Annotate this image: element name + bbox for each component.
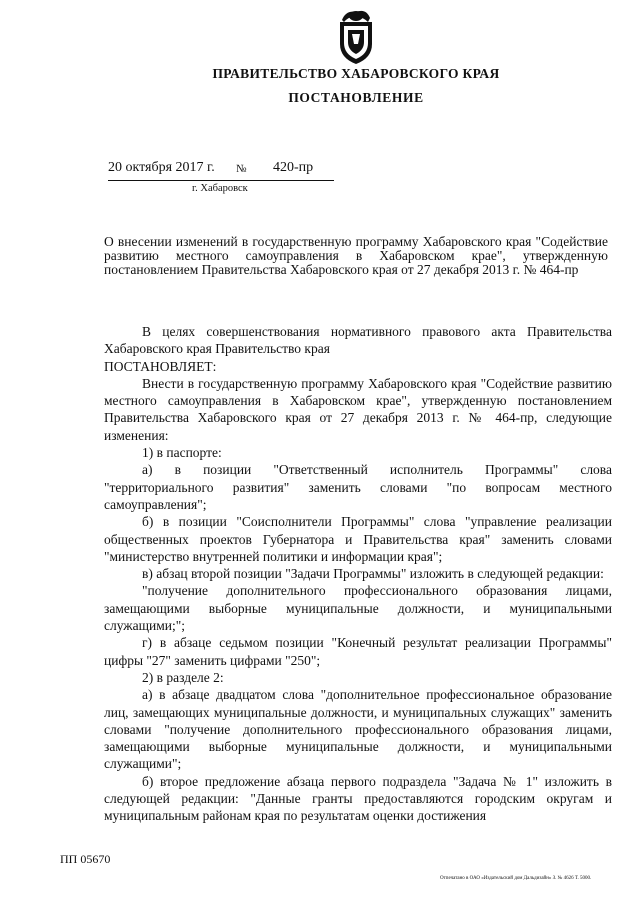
resolves-heading: ПОСТАНОВЛЯЕТ: (104, 358, 217, 374)
date-number-line (108, 160, 334, 181)
paragraph-8: 2) в разделе 2: (142, 669, 224, 685)
decree-date: 20 октября 2017 г. (108, 160, 215, 175)
city-name: г. Хабаровск (192, 183, 248, 194)
intro-paragraph: В целях совершенствования нормативного правового акта Правительства Хабаровского края Правительство края (104, 324, 612, 357)
number-sign: № (236, 163, 247, 175)
paragraph-1: Внести в государственную программу Хабаровского края "Содействие развитию местного самоуправления в Хабаровском крае", утвержденную постановлением Правительства Хабаровского края от 27 декабря 2013 г. № 464-пр, следующие изменения: (104, 375, 612, 443)
paragraph-9: а) в абзаце двадцатом слова "дополнительное профессиональное образование лиц, замещающих муниципальные должности, и муниципальных служащих" заменить словами "получение дополнительного профессионального образования лицами, замещающими выборные муниципальные должности, и муниципальными служащими"; (104, 687, 612, 772)
coat-of-arms-icon (332, 6, 380, 66)
paragraph-5: в) абзац второй позиции "Задачи Программы" изложить в следующей редакции: (142, 566, 604, 582)
decree-number: 420-пр (273, 160, 314, 175)
paragraph-4: б) в позиции "Соисполнители Программы" слова "управление реализации общественных проектов Губернатора и Правительства края" заменить словами "министерство внутренней политики и информации края"; (104, 514, 612, 564)
paragraph-3: а) в позиции "Ответственный исполнитель Программы" слова "территориального развития" заменить словами "по вопросам местного самоуправления"; (104, 462, 612, 512)
document-code: ПП 05670 (60, 852, 111, 866)
paragraph-7: г) в абзаце седьмом позиции "Конечный результат реализации Программы" цифры "27" заменить цифрами "250"; (104, 635, 612, 668)
decree-subject: О внесении изменений в государственную программу Хабаровского края "Содействие развитию местного самоуправления в Хабаровском крае", утвержденную постановлением Правительства Хабаровского края от 27 декабря 2013 г. № 464-пр (104, 234, 608, 277)
paragraph-2: 1) в паспорте: (142, 445, 222, 461)
decree-body (104, 323, 612, 825)
paragraph-10: б) второе предложение абзаца первого подраздела "Задача № 1" изложить в следующей редакции: "Данные гранты предоставляются городским округам и муниципальным районам края по результатам оценки достижения (104, 773, 612, 824)
print-note: Отпечатано в ОАО «Издательский дом Дальдизайн» З. № 4626 Т. 5000. (440, 876, 592, 881)
document-type-title: ПОСТАНОВЛЕНИЕ (288, 90, 424, 105)
government-title: ПРАВИТЕЛЬСТВО ХАБАРОВСКОГО КРАЯ (212, 66, 500, 81)
paragraph-6: "получение дополнительного профессионального образования лицами, замещающими выборные муниципальные должности, и муниципальными служащими;"; (104, 583, 612, 634)
